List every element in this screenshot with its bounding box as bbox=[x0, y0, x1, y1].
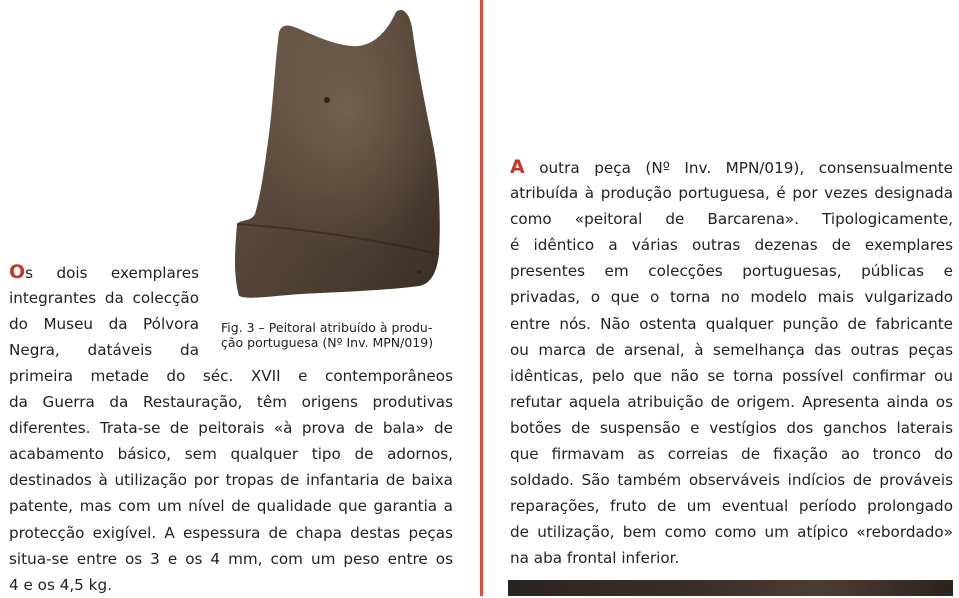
drop-cap: O bbox=[9, 261, 26, 283]
body-line: ou marca de arsenal, à semelhança das outras peças bbox=[510, 340, 953, 359]
body-line: idênticas, pelo que não se torna possível confirmar ou bbox=[510, 366, 953, 385]
body-line: diferentes. Trata-se de peitorais «à prova de bala» de bbox=[9, 419, 453, 438]
body-line: reparações, fruto de um eventual período prolongado bbox=[510, 497, 953, 516]
intro-line: s dois exemplares bbox=[25, 264, 199, 282]
left-body-paragraph bbox=[9, 363, 453, 598]
body-line: de utilização, bem como como um atípico «rebordado» bbox=[510, 523, 953, 542]
body-line: soldado. São também observáveis indícios de prováveis bbox=[510, 471, 953, 490]
intro-line: Negra, datáveis da bbox=[9, 341, 199, 360]
body-line: outra peça (Nº Inv. MPN/019), consensualmente bbox=[524, 159, 953, 177]
drop-cap: A bbox=[510, 156, 525, 178]
body-line: acabamento básico, sem qualquer tipo de adornos, bbox=[9, 445, 453, 464]
body-line: na aba frontal inferior. bbox=[510, 549, 680, 568]
body-line: protecção exigível. A espessura de chapa destas peças bbox=[9, 523, 453, 542]
body-line: patente, mas com um nível de qualidade que garantia a bbox=[9, 497, 453, 516]
left-column bbox=[9, 0, 453, 596]
caption-line-2: ção portuguesa (Nº Inv. MPN/019) bbox=[221, 335, 434, 350]
body-line: situa-se entre os 3 e os 4 mm, com um peso entre os bbox=[9, 549, 453, 568]
body-line: refutar aquela atribuição de origem. Apresenta ainda os bbox=[510, 392, 953, 411]
intro-line: do Museu da Pólvora bbox=[9, 315, 199, 334]
body-line: destinados à utilização por tropas de infantaria de baixa bbox=[9, 471, 453, 490]
body-line: como «peitoral de Barcarena». Tipologicamente, bbox=[510, 210, 953, 229]
photo-strip bbox=[508, 580, 953, 596]
body-line: entre nós. Não ostenta qualquer punção de fabricante bbox=[510, 314, 953, 333]
body-line: que firmavam as correias de fixação ao tronco do bbox=[510, 445, 953, 464]
body-line: é idêntico a várias outras dezenas de exemplares bbox=[510, 236, 953, 255]
intro-paragraph bbox=[9, 259, 199, 363]
intro-line: integrantes da colecção bbox=[9, 289, 199, 308]
caption-line-1: Fig. 3 – Peitoral atribuído à produ- bbox=[221, 320, 433, 335]
breastplate-photo bbox=[221, 4, 447, 302]
column-divider bbox=[480, 0, 483, 596]
body-line: da Guerra da Restauração, têm origens produtivas bbox=[9, 393, 453, 412]
body-line: botões de suspensão e vestígios dos ganchos laterais bbox=[510, 418, 953, 437]
body-line: privadas, o que o torna no modelo mais vulgarizado bbox=[510, 288, 953, 307]
figure-caption bbox=[221, 320, 457, 350]
body-line: presentes em colecções portuguesas, públicas e bbox=[510, 262, 953, 281]
body-line: primeira metade do séc. XVII e contemporâneos bbox=[9, 367, 453, 385]
body-line: 4 e os 4,5 kg. bbox=[9, 575, 112, 594]
right-column bbox=[510, 154, 953, 572]
body-line: atribuída à produção portuguesa, é por vezes designada bbox=[510, 184, 953, 203]
